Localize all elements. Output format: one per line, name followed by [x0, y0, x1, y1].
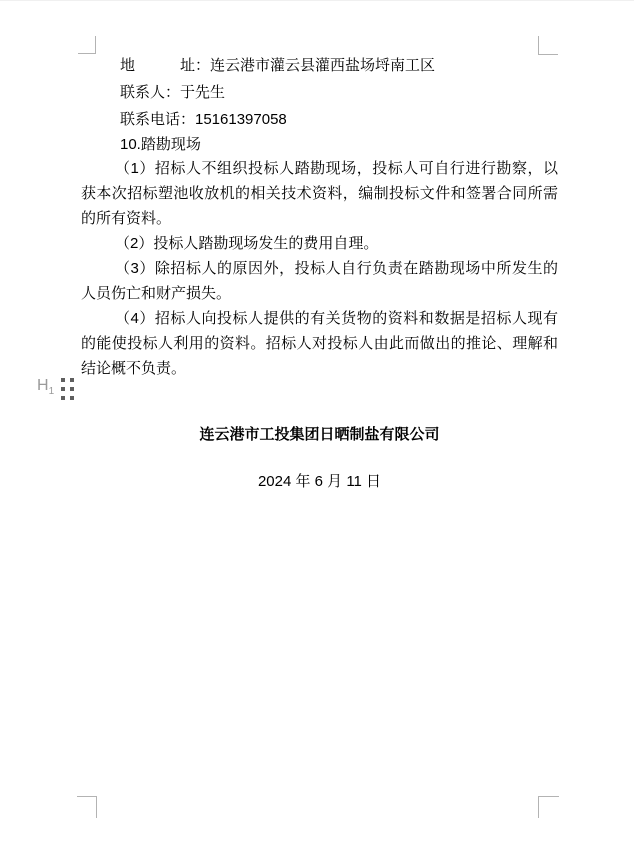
text-boundary-mark-bottom-left — [77, 796, 97, 818]
text-boundary-mark-bottom-right — [538, 796, 559, 818]
address-line: 地 址：连云港市灌云县灌西盐场埒南工区 — [120, 57, 436, 74]
drag-handle-dot — [70, 396, 74, 400]
document-text-area — [81, 52, 558, 381]
drag-handle-dot — [61, 396, 65, 400]
heading-level-label: H — [37, 377, 49, 394]
heading-level-number: 1 — [48, 386, 55, 398]
paragraph-item-2: （2）投标人踏勘现场发生的费用自理。 — [115, 235, 379, 252]
signature-date: 2024 年 6 月 11 日 — [257, 473, 382, 490]
contact-person-line: 联系人：于先生 — [120, 84, 226, 101]
paragraph-item-3: （3）除招标人的原因外，投标人自行负责在踏勘现场中所发生的人员伤亡和财产损失。 — [81, 260, 558, 302]
paragraph-item-1: （1）招标人不组织投标人踏勘现场，投标人可自行进行勘察，以获本次招标塑池收放机的相关技术资料，编制投标文件和签署合同所需的所有资料。 — [81, 160, 558, 227]
drag-handle-dot — [61, 378, 65, 382]
section-heading: 10.踏勘现场 — [120, 136, 201, 153]
heading-level-button[interactable] — [37, 374, 54, 404]
drag-handle-dot — [61, 387, 65, 391]
signature-company-name: 连云港市工投集团日晒制盐有限公司 — [199, 426, 440, 443]
paragraph-item-4: （4）招标人向投标人提供的有关货物的资料和数据是招标人现有的能使投标人利用的资料。招标人对投标人由此而做出的推论、理解和结论概不负责。 — [81, 310, 558, 377]
drag-handle-dot — [70, 387, 74, 391]
contact-phone-line: 联系电话：15161397058 — [120, 111, 287, 128]
paragraph-gutter-controls — [37, 374, 74, 404]
drag-handle-icon[interactable] — [61, 378, 74, 400]
drag-handle-dot — [70, 378, 74, 382]
